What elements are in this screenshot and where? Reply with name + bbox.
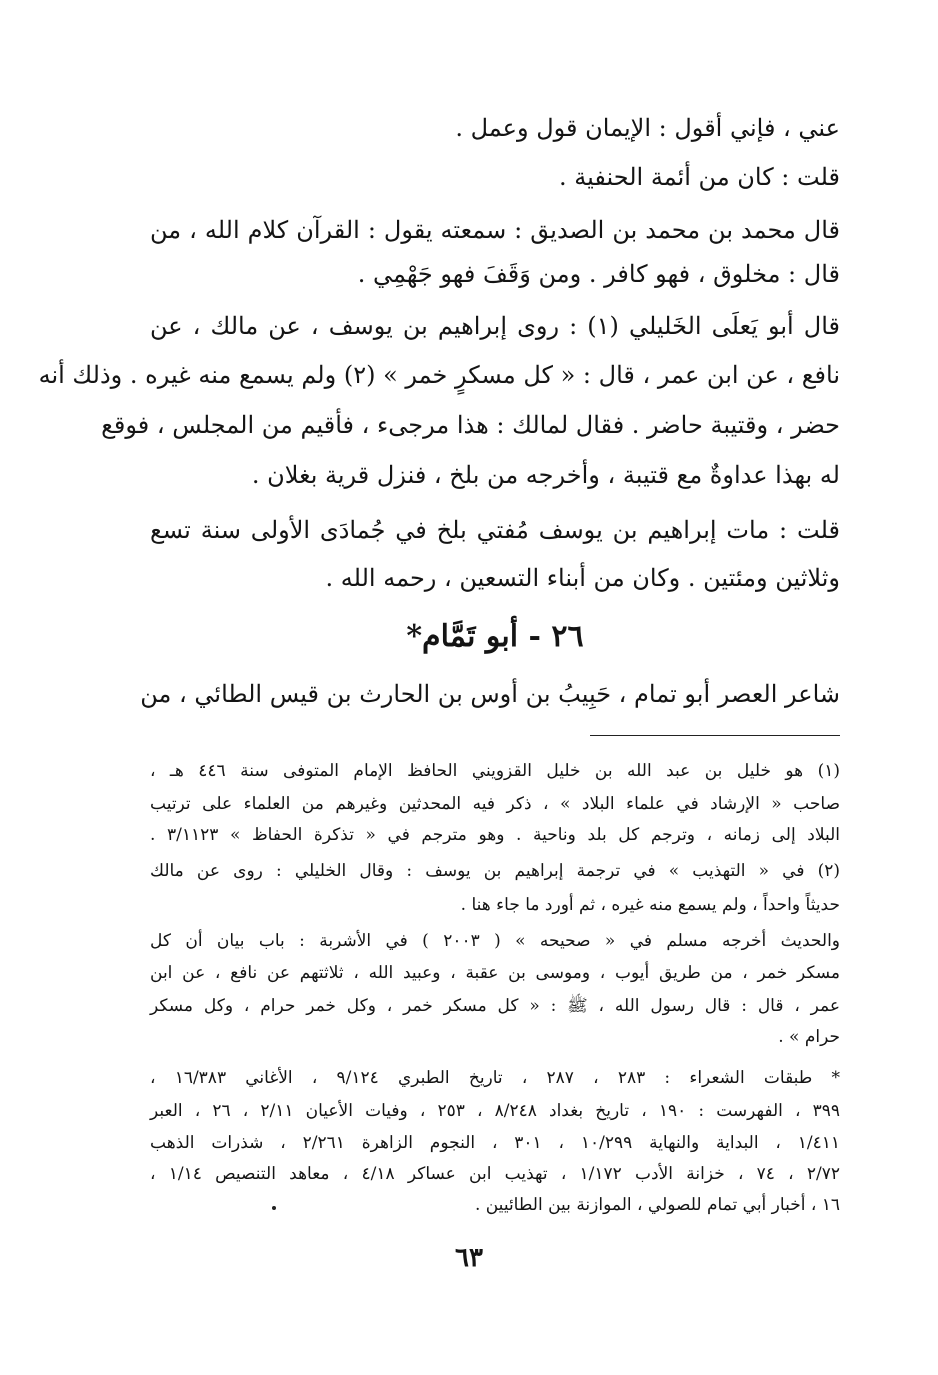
footnote-line: * طبقات الشعراء : ٢٨٣ ، ٢٨٧ ، تاريخ الطبري ٩/١٢٤ ، الأغاني ١٦/٣٨٣ ، [150, 1068, 841, 1088]
body-line: عني ، فإني أقول : الإيمان قول وعمل . [455, 114, 840, 142]
body-line: قال محمد بن محمد بن الصديق : سمعته يقول : القرآن كلام الله ، من [150, 216, 840, 244]
footnote-line: ٢/٧٢ ، ٧٤ ، خزانة الأدب ١/١٧٢ ، تهذيب ابن عساكر ٤/١٨ ، معاهد التنصيص ١/١٤ ، [150, 1164, 841, 1184]
entry-heading: ٢٦ - أبو تَمَّام* [406, 619, 584, 654]
body-line: قلت : مات إبراهيم بن يوسف مُفتي بلخ في جُمادَى الأولى سنة تسع [150, 516, 840, 544]
body-line: قال أبو يَعلَى الخَليلي (١) : روى إبراهيم بن يوسف ، عن مالك ، عن [150, 312, 840, 340]
body-line: نافع ، عن ابن عمر ، قال : « كل مسكرٍ خمر » (٢) ولم يسمع منه غيره . وذلك أنه [38, 361, 840, 389]
footnote-line: ٣٩٩ ، الفهرست : ١٩٠ ، تاريخ بغداد ٨/٢٤٨ ، ٢٥٣ ، وفيات الأعيان ٢/١١ ، ٢٦ ، العبر [150, 1101, 840, 1121]
footnote-line: عمر ، قال : قال رسول الله ، ﷺ : « كل مسكر خمر ، وكل خمر حرام ، وكل مسكر [150, 996, 840, 1016]
footnote-line: صاحب « الإرشاد في علماء البلاد » ، ذكر فيه المحدثين وغيرهم من العلماء على ترتيب [150, 794, 840, 814]
footnote-line: والحديث أخرجه مسلم في « صحيحه » ( ٢٠٠٣ ) في الأشربة : باب بيان أن كل [150, 931, 841, 951]
footnote-line: حديثاً واحداً ، ولم يسمع منه غيره ، ثم أورد ما جاء هنا . [460, 895, 840, 915]
body-line: وثلاثين ومئتين . وكان من أبناء التسعين ، رحمه الله . [325, 564, 840, 592]
footnote-line: مسكر خمر ، من طريق أيوب ، وموسى بن عقبة ، وعبيد الله ، ثلاثتهم عن نافع ، عن ابن [150, 963, 840, 983]
body-line: قال : مخلوق ، فهو كافر . ومن وَقَفَ فهو جَهْمِي . [357, 260, 840, 288]
body-line: حضر ، وقتيبة حاضر . فقال لمالك : هذا مرجىء ، فأقيم من المجلس ، فوقع [101, 411, 840, 439]
footnote-rule [590, 735, 840, 736]
footnote-line: البلاد إلى زمانه ، وترجم كل بلد وناحية . وهو مترجم في « تذكرة الحفاظ » ٣/١١٢٣ . [150, 825, 841, 845]
footnote-line: (٢) في « التهذيب » في ترجمة إبراهيم بن يوسف : وقال الخليلي : روى عن مالك [150, 861, 840, 881]
body-line: له بهذا عداوةٌ مع قتيبة ، وأخرجه من بلخ ، فنزل قرية بغلان . [251, 461, 840, 489]
footnote-line: (١) هو خليل بن عبد الله بن خليل القزويني الحافظ الإمام المتوفى سنة ٤٤٦ هـ ، [150, 761, 840, 781]
stray-dot [272, 1206, 276, 1210]
footnote-line: ١٦ ، أخبار أبي تمام للصولي ، الموازنة بين الطائيين . [474, 1195, 840, 1215]
footnote-line: ١/٤١١ ، البداية والنهاية ١٠/٢٩٩ ، ٣٠١ ، النجوم الزاهرة ٢/٢٦١ ، شذرات الذهب [150, 1133, 840, 1153]
page-number: ٦٣ [455, 1243, 483, 1273]
entry-first-line: شاعر العصر أبو تمام ، حَبِيبُ بن أوس بن الحارث بن قيس الطائي ، من [140, 680, 840, 708]
footnote-line: حرام » . [778, 1027, 840, 1047]
body-line: قلت : كان من أئمة الحنفية . [558, 163, 840, 191]
